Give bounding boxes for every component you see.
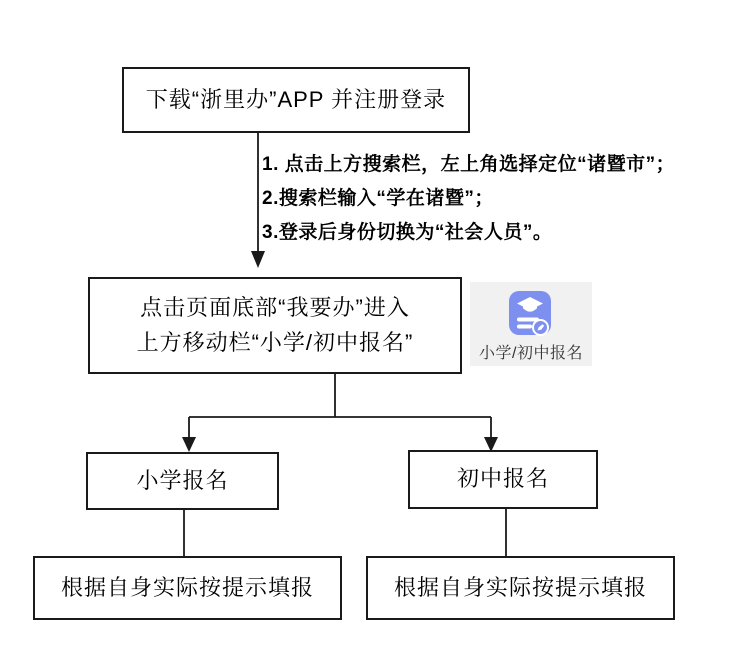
flow-box-download-app-label: 下载“浙里办”APP 并注册登录: [145, 86, 447, 112]
arrowhead-branch-left-icon: [182, 437, 196, 452]
flow-box-primary-label: 小学报名: [136, 467, 229, 493]
app-tile-label: 小学/初中报名: [479, 345, 583, 362]
flow-box-junior-label: 初中报名: [456, 466, 549, 492]
registration-edit-icon: [508, 290, 554, 338]
flow-box-junior-registration: [408, 450, 598, 509]
note-line-2: 2.搜索栏输入“学在诸暨”；: [262, 188, 494, 209]
flow-box-open-menu-line2: 上方移动栏“小学/初中报名”: [136, 329, 414, 355]
arrowhead-step2-icon: [251, 251, 265, 268]
note-line-1: 1. 点击上方搜索栏，左上角选择定位“诸暨市”；: [262, 154, 676, 175]
flow-box-fill-form-right: [366, 556, 675, 620]
flow-box-primary-registration: [86, 452, 279, 510]
flow-box-open-menu-line1: 点击页面底部“我要办”进入: [140, 295, 410, 321]
instruction-notes: [262, 148, 702, 250]
flow-box-fill-form-left-label: 根据自身实际按提示填报: [60, 574, 314, 600]
flow-box-fill-form-left: [33, 556, 342, 620]
flow-box-download-app: [122, 67, 470, 133]
app-tile: [470, 282, 592, 366]
flow-box-fill-form-right-label: 根据自身实际按提示填报: [393, 574, 647, 600]
note-line-3: 3.登录后身份切换为“社会人员”。: [262, 222, 553, 243]
flow-box-open-menu: [88, 277, 462, 374]
